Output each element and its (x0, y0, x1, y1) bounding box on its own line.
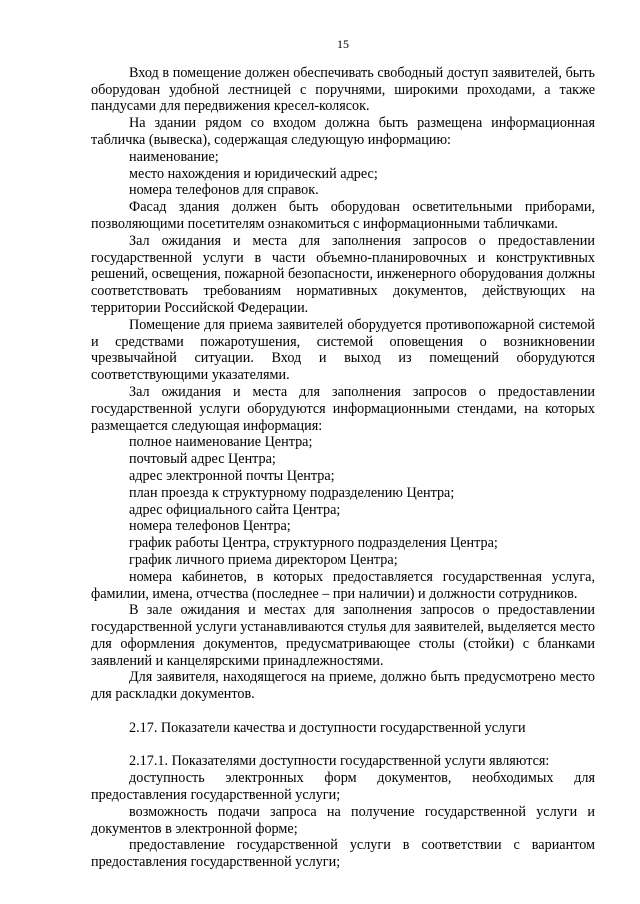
paragraph: возможность подачи запроса на получение государственной услуги и документов в электронной форме; (91, 803, 595, 837)
paragraph: номера кабинетов, в которых предоставляется государственная услуга, фамилии, имена, отчества (последнее – при наличии) и должности сотрудников. (91, 568, 595, 602)
list-item: график личного приема директором Центра; (129, 551, 398, 568)
spacer (91, 737, 595, 754)
list-item: адрес официального сайта Центра; (129, 501, 341, 518)
paragraph: В зале ожидания и местах для заполнения запросов о предоставлении государственной услуги устанавливаются стулья для заявителей, выделяется место для оформления документов, предусматривающее столы (стойки) с бланками заявлений и канцелярскими принадлежностями. (91, 602, 595, 669)
paragraph: доступность электронных форм документов, необходимых для предоставления государственной услуги; (91, 770, 595, 804)
list-item: полное наименование Центра; (129, 434, 313, 451)
paragraph: предоставление государственной услуги в соответствии с вариантом предоставления государственной услуги; (91, 837, 595, 871)
page-number: 15 (337, 37, 349, 51)
list-item: номера телефонов для справок. (129, 182, 319, 199)
list-item: почтовый адрес Центра; (129, 451, 276, 468)
paragraph: Фасад здания должен быть оборудован осветительными приборами, позволяющими посетителям ознакомиться с информационными табличками. (91, 199, 595, 232)
paragraph: На здании рядом со входом должна быть размещена информационная табличка (вывеска), содержащая следующую информацию: (91, 115, 595, 148)
list-item: место нахождения и юридический адрес; (129, 165, 378, 182)
paragraph: Помещение для приема заявителей оборудуется противопожарной системой и средствами пожаротушения, системой оповещения о возникновении чрезвычайной ситуации. Вход и выход из помещений оборудуются соответствующими указателями. (91, 316, 595, 384)
paragraph: 2.17.1. Показателями доступности государственной услуги являются: (129, 753, 550, 770)
paragraph: Зал ожидания и места для заполнения запросов о предоставлении государственной услуги оборудуются информационными стендами, на которых размещается следующая информация: (91, 383, 595, 434)
spacer (91, 703, 595, 720)
list-item: номера телефонов Центра; (129, 518, 291, 535)
list-item: адрес электронной почты Центра; (129, 467, 335, 484)
list-item: план проезда к структурному подразделению Центра; (129, 484, 455, 501)
list-item: наименование; (129, 148, 219, 165)
paragraph: Вход в помещение должен обеспечивать свободный доступ заявителей, быть оборудован удобной лестницей с поручнями, широкими проходами, а также пандусами для передвижения кресел-колясок. (91, 64, 595, 115)
list-item: график работы Центра, структурного подразделения Центра; (129, 535, 498, 552)
section-heading: 2.17. Показатели качества и доступности государственной услуги (129, 719, 526, 736)
paragraph: Для заявителя, находящегося на приеме, должно быть предусмотрено место для раскладки документов. (91, 669, 595, 703)
paragraph: Зал ожидания и места для заполнения запросов о предоставлении государственной услуги в части объемно-планировочных и конструктивных решений, освещения, пожарной безопасности, инженерного оборудования должны соответствовать требованиям нормативных документов, действующих на территории Российской Федерации. (91, 232, 595, 316)
document-page (91, 36, 595, 871)
